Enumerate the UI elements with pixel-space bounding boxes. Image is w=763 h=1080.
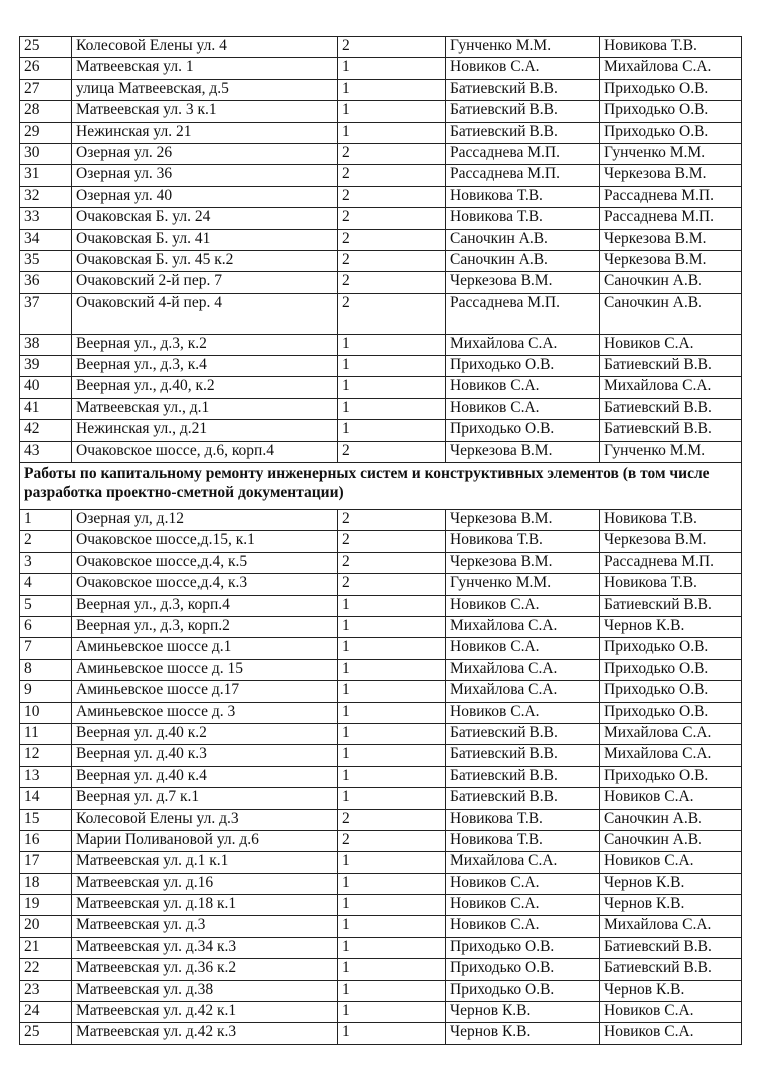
category-cell: 1: [338, 895, 446, 916]
category-cell: 2: [338, 510, 446, 531]
address-cell: Веерная ул., д.3, к.2: [72, 334, 338, 355]
secondary-responsible-cell: Михайлова С.А.: [600, 58, 742, 79]
category-cell: 2: [338, 809, 446, 830]
address-cell: Озерная ул. 36: [72, 165, 338, 186]
address-cell: Очаковский 4-й пер. 4: [72, 293, 338, 334]
table-row: [20, 101, 742, 122]
secondary-responsible-cell: Приходько О.В.: [600, 681, 742, 702]
secondary-responsible-cell: Приходько О.В.: [600, 638, 742, 659]
category-cell: 1: [338, 356, 446, 377]
secondary-responsible-cell: Чернов К.В.: [600, 616, 742, 637]
primary-responsible-cell: Новиков С.А.: [446, 595, 600, 616]
row-number-cell: 32: [20, 186, 72, 207]
category-cell: 2: [338, 143, 446, 164]
row-number-cell: 15: [20, 809, 72, 830]
primary-responsible-cell: Новиков С.А.: [446, 702, 600, 723]
table-row: [20, 398, 742, 419]
category-cell: 2: [338, 37, 446, 58]
primary-responsible-cell: Батиевский В.В.: [446, 122, 600, 143]
primary-responsible-cell: Приходько О.В.: [446, 937, 600, 958]
category-cell: 2: [338, 208, 446, 229]
row-number-cell: 27: [20, 79, 72, 100]
address-cell: Аминьевское шоссе д. 3: [72, 702, 338, 723]
row-number-cell: 14: [20, 788, 72, 809]
primary-responsible-cell: Батиевский В.В.: [446, 745, 600, 766]
primary-responsible-cell: Батиевский В.В.: [446, 766, 600, 787]
table-row: [20, 334, 742, 355]
row-number-cell: 6: [20, 616, 72, 637]
address-cell: Веерная ул., д.3, корп.4: [72, 595, 338, 616]
secondary-responsible-cell: Михайлова С.А.: [600, 916, 742, 937]
category-cell: 1: [338, 937, 446, 958]
secondary-responsible-cell: Чернов К.В.: [600, 873, 742, 894]
secondary-responsible-cell: Приходько О.В.: [600, 766, 742, 787]
address-cell: Колесовой Елены ул. 4: [72, 37, 338, 58]
table-row: [20, 809, 742, 830]
row-number-cell: 38: [20, 334, 72, 355]
category-cell: 1: [338, 616, 446, 637]
secondary-responsible-cell: Приходько О.В.: [600, 79, 742, 100]
table-row: [20, 143, 742, 164]
table-row: [20, 873, 742, 894]
category-cell: 2: [338, 441, 446, 462]
primary-responsible-cell: Батиевский В.В.: [446, 723, 600, 744]
row-number-cell: 23: [20, 980, 72, 1001]
secondary-responsible-cell: Новиков С.А.: [600, 852, 742, 873]
primary-responsible-cell: Новикова Т.В.: [446, 531, 600, 552]
secondary-responsible-cell: Приходько О.В.: [600, 702, 742, 723]
row-number-cell: 5: [20, 595, 72, 616]
address-cell: Озерная ул. 40: [72, 186, 338, 207]
table-row: [20, 186, 742, 207]
address-cell: Матвеевская ул. д.38: [72, 980, 338, 1001]
address-cell: Очаковская Б. ул. 41: [72, 229, 338, 250]
category-cell: 1: [338, 980, 446, 1001]
table-row: [20, 830, 742, 851]
category-cell: 1: [338, 873, 446, 894]
primary-responsible-cell: Батиевский В.В.: [446, 79, 600, 100]
primary-responsible-cell: Новикова Т.В.: [446, 208, 600, 229]
row-number-cell: 10: [20, 702, 72, 723]
table-row: [20, 1023, 742, 1044]
secondary-responsible-cell: Новиков С.А.: [600, 1002, 742, 1023]
primary-responsible-cell: Батиевский В.В.: [446, 101, 600, 122]
address-cell: Очаковское шоссе,д.15, к.1: [72, 531, 338, 552]
primary-responsible-cell: Саночкин А.В.: [446, 229, 600, 250]
primary-responsible-cell: Приходько О.В.: [446, 959, 600, 980]
table-row: [20, 895, 742, 916]
category-cell: 1: [338, 788, 446, 809]
address-cell: Нежинская ул., д.21: [72, 420, 338, 441]
row-number-cell: 25: [20, 1023, 72, 1044]
table-row: [20, 58, 742, 79]
section-header-body: [20, 463, 742, 510]
row-number-cell: 13: [20, 766, 72, 787]
secondary-responsible-cell: Чернов К.В.: [600, 980, 742, 1001]
category-cell: 2: [338, 531, 446, 552]
category-cell: 2: [338, 293, 446, 334]
primary-responsible-cell: Новиков С.А.: [446, 638, 600, 659]
primary-responsible-cell: Новиков С.А.: [446, 58, 600, 79]
table-row: [20, 1002, 742, 1023]
address-cell: Матвеевская ул. д.42 к.1: [72, 1002, 338, 1023]
row-number-cell: 26: [20, 58, 72, 79]
address-cell: Очаковское шоссе,д.4, к.3: [72, 574, 338, 595]
row-number-cell: 34: [20, 229, 72, 250]
secondary-responsible-cell: Гунченко М.М.: [600, 441, 742, 462]
row-number-cell: 33: [20, 208, 72, 229]
table-body-part1: [20, 37, 742, 463]
address-cell: Веерная ул. д.40 к.3: [72, 745, 338, 766]
table-row: [20, 702, 742, 723]
secondary-responsible-cell: Саночкин А.В.: [600, 809, 742, 830]
category-cell: 2: [338, 552, 446, 573]
address-cell: Очаковское шоссе, д.6, корп.4: [72, 441, 338, 462]
secondary-responsible-cell: Новиков С.А.: [600, 1023, 742, 1044]
category-cell: 1: [338, 766, 446, 787]
secondary-responsible-cell: Михайлова С.А.: [600, 377, 742, 398]
primary-responsible-cell: Новиков С.А.: [446, 377, 600, 398]
row-number-cell: 3: [20, 552, 72, 573]
primary-responsible-cell: Новиков С.А.: [446, 916, 600, 937]
category-cell: 2: [338, 186, 446, 207]
secondary-responsible-cell: Саночкин А.В.: [600, 293, 742, 334]
row-number-cell: 28: [20, 101, 72, 122]
table-row: [20, 959, 742, 980]
address-cell: Аминьевское шоссе д.17: [72, 681, 338, 702]
category-cell: 1: [338, 595, 446, 616]
assignment-table: [19, 36, 742, 1045]
category-cell: 2: [338, 165, 446, 186]
address-cell: Матвеевская ул. д.36 к.2: [72, 959, 338, 980]
secondary-responsible-cell: Гунченко М.М.: [600, 143, 742, 164]
secondary-responsible-cell: Саночкин А.В.: [600, 830, 742, 851]
address-cell: Матвеевская ул. д.42 к.3: [72, 1023, 338, 1044]
primary-responsible-cell: Новикова Т.В.: [446, 809, 600, 830]
primary-responsible-cell: Черкезова В.М.: [446, 441, 600, 462]
section-header-row: [20, 463, 742, 510]
table-row: [20, 638, 742, 659]
row-number-cell: 4: [20, 574, 72, 595]
address-cell: Марии Поливановой ул. д.6: [72, 830, 338, 851]
row-number-cell: 12: [20, 745, 72, 766]
table-row: [20, 420, 742, 441]
secondary-responsible-cell: Батиевский В.В.: [600, 937, 742, 958]
address-cell: Матвеевская ул. д.1 к.1: [72, 852, 338, 873]
table-row: [20, 937, 742, 958]
address-cell: Матвеевская ул., д.1: [72, 398, 338, 419]
table-row: [20, 510, 742, 531]
secondary-responsible-cell: Батиевский В.В.: [600, 420, 742, 441]
row-number-cell: 7: [20, 638, 72, 659]
row-number-cell: 24: [20, 1002, 72, 1023]
primary-responsible-cell: Новиков С.А.: [446, 398, 600, 419]
table-row: [20, 766, 742, 787]
secondary-responsible-cell: Михайлова С.А.: [600, 723, 742, 744]
secondary-responsible-cell: Саночкин А.В.: [600, 272, 742, 293]
table-row: [20, 79, 742, 100]
row-number-cell: 29: [20, 122, 72, 143]
table-row: [20, 595, 742, 616]
category-cell: 1: [338, 398, 446, 419]
row-number-cell: 40: [20, 377, 72, 398]
row-number-cell: 9: [20, 681, 72, 702]
row-number-cell: 21: [20, 937, 72, 958]
category-cell: 1: [338, 101, 446, 122]
category-cell: 1: [338, 58, 446, 79]
row-number-cell: 20: [20, 916, 72, 937]
primary-responsible-cell: Гунченко М.М.: [446, 574, 600, 595]
address-cell: Очаковская Б. ул. 24: [72, 208, 338, 229]
primary-responsible-cell: Приходько О.В.: [446, 420, 600, 441]
table-row: [20, 745, 742, 766]
address-cell: Веерная ул. д.40 к.4: [72, 766, 338, 787]
table-row: [20, 293, 742, 334]
section-title: Работы по капитальному ремонту инженерных систем и конструктивных элементов (в том числе разработка проектно-сметной документации): [20, 463, 742, 510]
secondary-responsible-cell: Рассаднева М.П.: [600, 208, 742, 229]
table-row: [20, 250, 742, 271]
table-row: [20, 441, 742, 462]
address-cell: Матвеевская ул. 3 к.1: [72, 101, 338, 122]
primary-responsible-cell: Черкезова В.М.: [446, 510, 600, 531]
primary-responsible-cell: Черкезова В.М.: [446, 552, 600, 573]
primary-responsible-cell: Михайлова С.А.: [446, 334, 600, 355]
address-cell: Веерная ул. д.7 к.1: [72, 788, 338, 809]
category-cell: 1: [338, 1023, 446, 1044]
table-row: [20, 552, 742, 573]
secondary-responsible-cell: Приходько О.В.: [600, 122, 742, 143]
address-cell: Аминьевское шоссе д.1: [72, 638, 338, 659]
address-cell: Колесовой Елены ул. д.3: [72, 809, 338, 830]
secondary-responsible-cell: Батиевский В.В.: [600, 398, 742, 419]
category-cell: 1: [338, 852, 446, 873]
category-cell: 1: [338, 659, 446, 680]
secondary-responsible-cell: Михайлова С.А.: [600, 745, 742, 766]
category-cell: 2: [338, 830, 446, 851]
row-number-cell: 22: [20, 959, 72, 980]
secondary-responsible-cell: Батиевский В.В.: [600, 356, 742, 377]
primary-responsible-cell: Рассаднева М.П.: [446, 165, 600, 186]
secondary-responsible-cell: Приходько О.В.: [600, 659, 742, 680]
row-number-cell: 37: [20, 293, 72, 334]
address-cell: Веерная ул., д.3, к.4: [72, 356, 338, 377]
primary-responsible-cell: Чернов К.В.: [446, 1002, 600, 1023]
secondary-responsible-cell: Приходько О.В.: [600, 101, 742, 122]
table-row: [20, 852, 742, 873]
row-number-cell: 25: [20, 37, 72, 58]
category-cell: 1: [338, 420, 446, 441]
address-cell: Озерная ул. 26: [72, 143, 338, 164]
primary-responsible-cell: Рассаднева М.П.: [446, 293, 600, 334]
primary-responsible-cell: Михайлова С.А.: [446, 659, 600, 680]
secondary-responsible-cell: Черкезова В.М.: [600, 531, 742, 552]
address-cell: Матвеевская ул. д.18 к.1: [72, 895, 338, 916]
table-body-part2: [20, 510, 742, 1045]
category-cell: 2: [338, 250, 446, 271]
category-cell: 1: [338, 377, 446, 398]
row-number-cell: 42: [20, 420, 72, 441]
primary-responsible-cell: Саночкин А.В.: [446, 250, 600, 271]
address-cell: Матвеевская ул. д.16: [72, 873, 338, 894]
table-row: [20, 377, 742, 398]
address-cell: Очаковское шоссе,д.4, к.5: [72, 552, 338, 573]
table-row: [20, 681, 742, 702]
row-number-cell: 35: [20, 250, 72, 271]
row-number-cell: 17: [20, 852, 72, 873]
table-row: [20, 208, 742, 229]
category-cell: 1: [338, 745, 446, 766]
row-number-cell: 31: [20, 165, 72, 186]
primary-responsible-cell: Новикова Т.В.: [446, 186, 600, 207]
table-row: [20, 616, 742, 637]
primary-responsible-cell: Рассаднева М.П.: [446, 143, 600, 164]
table-row: [20, 659, 742, 680]
primary-responsible-cell: Михайлова С.А.: [446, 681, 600, 702]
row-number-cell: 41: [20, 398, 72, 419]
category-cell: 1: [338, 959, 446, 980]
row-number-cell: 2: [20, 531, 72, 552]
primary-responsible-cell: Приходько О.В.: [446, 980, 600, 1001]
row-number-cell: 18: [20, 873, 72, 894]
address-cell: Нежинская ул. 21: [72, 122, 338, 143]
row-number-cell: 8: [20, 659, 72, 680]
primary-responsible-cell: Батиевский В.В.: [446, 788, 600, 809]
row-number-cell: 1: [20, 510, 72, 531]
address-cell: Озерная ул, д.12: [72, 510, 338, 531]
address-cell: Очаковская Б. ул. 45 к.2: [72, 250, 338, 271]
category-cell: 1: [338, 122, 446, 143]
primary-responsible-cell: Новиков С.А.: [446, 895, 600, 916]
address-cell: Матвеевская ул. д.3: [72, 916, 338, 937]
table-row: [20, 165, 742, 186]
table-row: [20, 788, 742, 809]
secondary-responsible-cell: Чернов К.В.: [600, 895, 742, 916]
primary-responsible-cell: Новиков С.А.: [446, 873, 600, 894]
category-cell: 1: [338, 1002, 446, 1023]
row-number-cell: 19: [20, 895, 72, 916]
table-row: [20, 723, 742, 744]
secondary-responsible-cell: Новикова Т.В.: [600, 510, 742, 531]
table-row: [20, 37, 742, 58]
secondary-responsible-cell: Новикова Т.В.: [600, 37, 742, 58]
category-cell: 1: [338, 79, 446, 100]
primary-responsible-cell: Черкезова В.М.: [446, 272, 600, 293]
table-row: [20, 916, 742, 937]
address-cell: Матвеевская ул. 1: [72, 58, 338, 79]
primary-responsible-cell: Михайлова С.А.: [446, 852, 600, 873]
category-cell: 1: [338, 702, 446, 723]
table-row: [20, 122, 742, 143]
category-cell: 1: [338, 916, 446, 937]
address-cell: Веерная ул., д.3, корп.2: [72, 616, 338, 637]
category-cell: 1: [338, 638, 446, 659]
secondary-responsible-cell: Батиевский В.В.: [600, 959, 742, 980]
row-number-cell: 43: [20, 441, 72, 462]
address-cell: Веерная ул. д.40 к.2: [72, 723, 338, 744]
secondary-responsible-cell: Новиков С.А.: [600, 334, 742, 355]
category-cell: 2: [338, 574, 446, 595]
secondary-responsible-cell: Рассаднева М.П.: [600, 552, 742, 573]
row-number-cell: 30: [20, 143, 72, 164]
secondary-responsible-cell: Черкезова В.М.: [600, 250, 742, 271]
row-number-cell: 39: [20, 356, 72, 377]
category-cell: 1: [338, 723, 446, 744]
address-cell: улица Матвеевская, д.5: [72, 79, 338, 100]
primary-responsible-cell: Гунченко М.М.: [446, 37, 600, 58]
primary-responsible-cell: Михайлова С.А.: [446, 616, 600, 637]
address-cell: Веерная ул., д.40, к.2: [72, 377, 338, 398]
row-number-cell: 16: [20, 830, 72, 851]
row-number-cell: 36: [20, 272, 72, 293]
category-cell: 1: [338, 681, 446, 702]
primary-responsible-cell: Новикова Т.В.: [446, 830, 600, 851]
category-cell: 2: [338, 272, 446, 293]
primary-responsible-cell: Приходько О.В.: [446, 356, 600, 377]
secondary-responsible-cell: Черкезова В.М.: [600, 229, 742, 250]
address-cell: Матвеевская ул. д.34 к.3: [72, 937, 338, 958]
row-number-cell: 11: [20, 723, 72, 744]
table-row: [20, 356, 742, 377]
category-cell: 2: [338, 229, 446, 250]
secondary-responsible-cell: Батиевский В.В.: [600, 595, 742, 616]
table-row: [20, 272, 742, 293]
table-row: [20, 229, 742, 250]
primary-responsible-cell: Чернов К.В.: [446, 1023, 600, 1044]
table-row: [20, 574, 742, 595]
secondary-responsible-cell: Черкезова В.М.: [600, 165, 742, 186]
secondary-responsible-cell: Новиков С.А.: [600, 788, 742, 809]
category-cell: 1: [338, 334, 446, 355]
secondary-responsible-cell: Рассаднева М.П.: [600, 186, 742, 207]
address-cell: Аминьевское шоссе д. 15: [72, 659, 338, 680]
table-row: [20, 980, 742, 1001]
secondary-responsible-cell: Новикова Т.В.: [600, 574, 742, 595]
table-row: [20, 531, 742, 552]
address-cell: Очаковский 2-й пер. 7: [72, 272, 338, 293]
